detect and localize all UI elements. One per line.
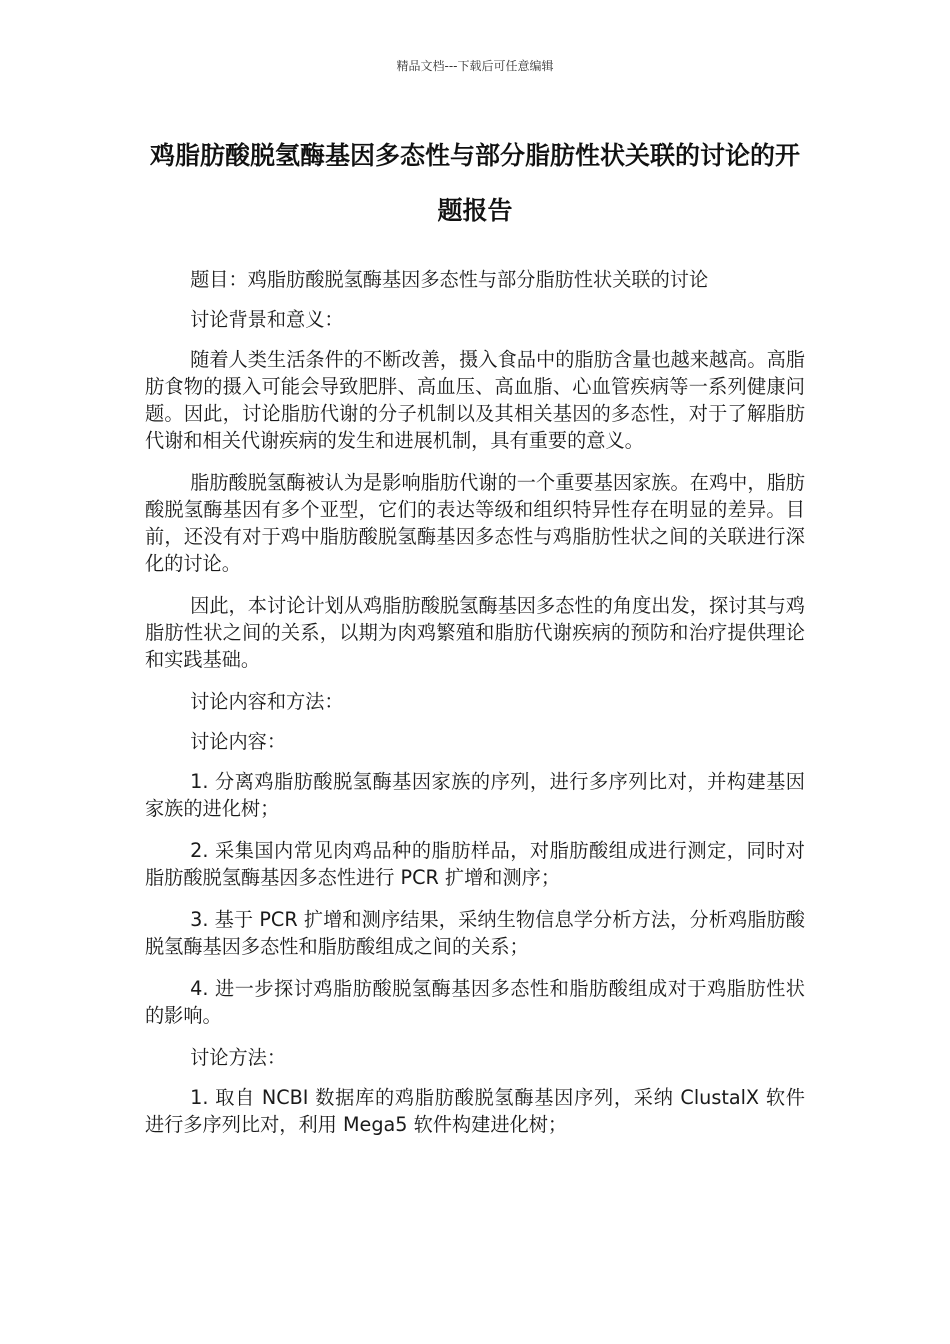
document-title: 鸡脂肪酸脱氢酶基因多态性与部分脂肪性状关联的讨论的开题报告 [149, 141, 800, 225]
topic-line: 题目：鸡脂肪酸脱氢酶基因多态性与部分脂肪性状关联的讨论 [190, 268, 709, 291]
background-paragraph-1: 随着人类生活条件的不断改善，摄入食品中的脂肪含量也越来越高。高脂肪食物的摄入可能会导致肥胖、高血压、高血脂、心血管疾病等一系列健康问题。因此，讨论脂肪代谢的分子机制以及其相关基因的多态性，对于了解脂肪代谢和相关代谢疾病的发生和进展机制，具有重要的意义。 [145, 348, 805, 452]
background-paragraph-2: 脂肪酸脱氢酶被认为是影响脂肪代谢的一个重要基因家族。在鸡中，脂肪酸脱氢酶基因有多个亚型，它们的表达等级和组织特异性存在明显的差异。目前，还没有对于鸡中脂肪酸脱氢酶基因多态性与鸡脂肪性状之间的关联进行深化的讨论。 [145, 471, 805, 575]
section-heading-background: 讨论背景和意义： [190, 308, 344, 331]
subheading-content: 讨论内容： [190, 730, 287, 753]
page-header-note: 精品文档---下载后可任意编辑 [396, 59, 554, 73]
content-item-2: 2. 采集国内常见肉鸡品种的脂肪样品，对脂肪酸组成进行测定，同时对脂肪酸脱氢酶基因多态性进行 PCR 扩增和测序； [145, 839, 805, 889]
document-body [145, 266, 805, 1153]
method-item-1: 1. 取自 NCBI 数据库的鸡脂肪酸脱氢酶基因序列，采纳 ClustalX 软件进行多序列比对，利用 Mega5 软件构建进化树； [145, 1086, 805, 1136]
subheading-methods: 讨论方法： [190, 1046, 287, 1069]
content-item-3: 3. 基于 PCR 扩增和测序结果，采纳生物信息学分析方法，分析鸡脂肪酸脱氢酶基因多态性和脂肪酸组成之间的关系； [145, 908, 805, 958]
section-heading-content-methods: 讨论内容和方法： [190, 690, 344, 713]
background-paragraph-3: 因此，本讨论计划从鸡脂肪酸脱氢酶基因多态性的角度出发，探讨其与鸡脂肪性状之间的关系，以期为肉鸡繁殖和脂肪代谢疾病的预防和治疗提供理论和实践基础。 [145, 594, 805, 671]
content-item-1: 1. 分离鸡脂肪酸脱氢酶基因家族的序列，进行多序列比对，并构建基因家族的进化树； [145, 770, 805, 820]
content-item-4: 4. 进一步探讨鸡脂肪酸脱氢酶基因多态性和脂肪酸组成对于鸡脂肪性状的影响。 [145, 977, 805, 1027]
